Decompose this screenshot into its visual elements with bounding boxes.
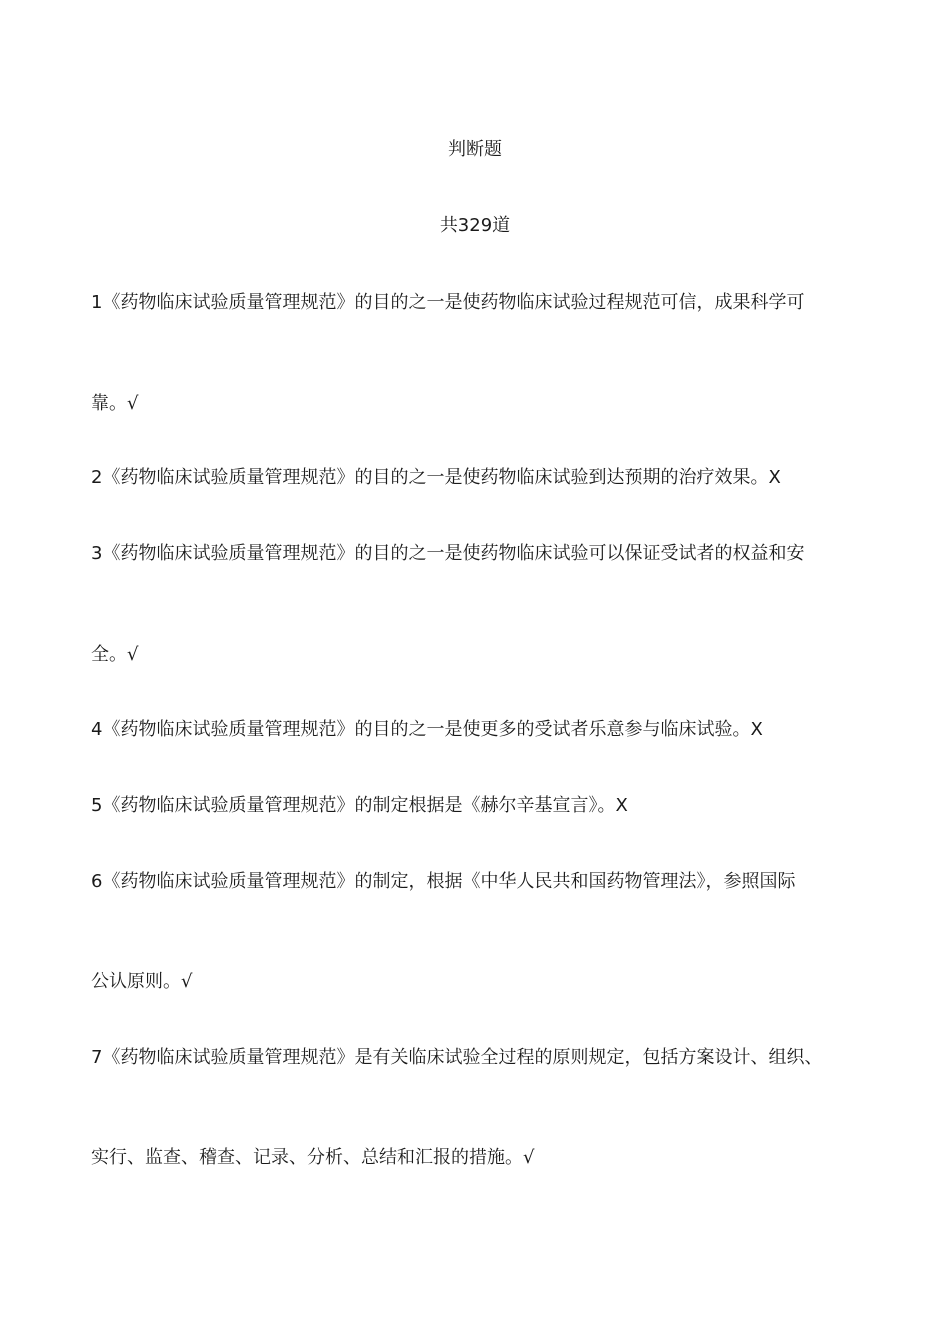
question-6-line-1: 6《药物临床试验质量管理规范》的制定，根据《中华人民共和国药物管理法》，参照国际 (91, 871, 796, 892)
question-4-line-1: 4《药物临床试验质量管理规范》的目的之一是使更多的受试者乐意参与临床试验。X (91, 719, 763, 740)
question-2-line-1: 2《药物临床试验质量管理规范》的目的之一是使药物临床试验到达预期的治疗效果。X (91, 467, 781, 488)
question-3-line-2: 全。√ (91, 644, 139, 665)
question-count: 共329道 (439, 215, 511, 236)
question-7-line-2: 实行、监查、稽查、记录、分析、总结和汇报的措施。√ (91, 1147, 535, 1168)
question-7-line-1: 7《药物临床试验质量管理规范》是有关临床试验全过程的原则规定，包括方案设计、组织、 (91, 1047, 823, 1068)
question-6-line-2: 公认原则。√ (91, 971, 193, 992)
question-3-line-1: 3《药物临床试验质量管理规范》的目的之一是使药物临床试验可以保证受试者的权益和安 (91, 543, 805, 564)
question-5-line-1: 5《药物临床试验质量管理规范》的制定根据是《赫尔辛基宣言》。X (91, 795, 628, 816)
question-1-line-1: 1《药物临床试验质量管理规范》的目的之一是使药物临床试验过程规范可信，成果科学可 (91, 292, 805, 313)
question-1-line-2: 靠。√ (91, 393, 139, 414)
page-title: 判断题 (448, 139, 502, 160)
